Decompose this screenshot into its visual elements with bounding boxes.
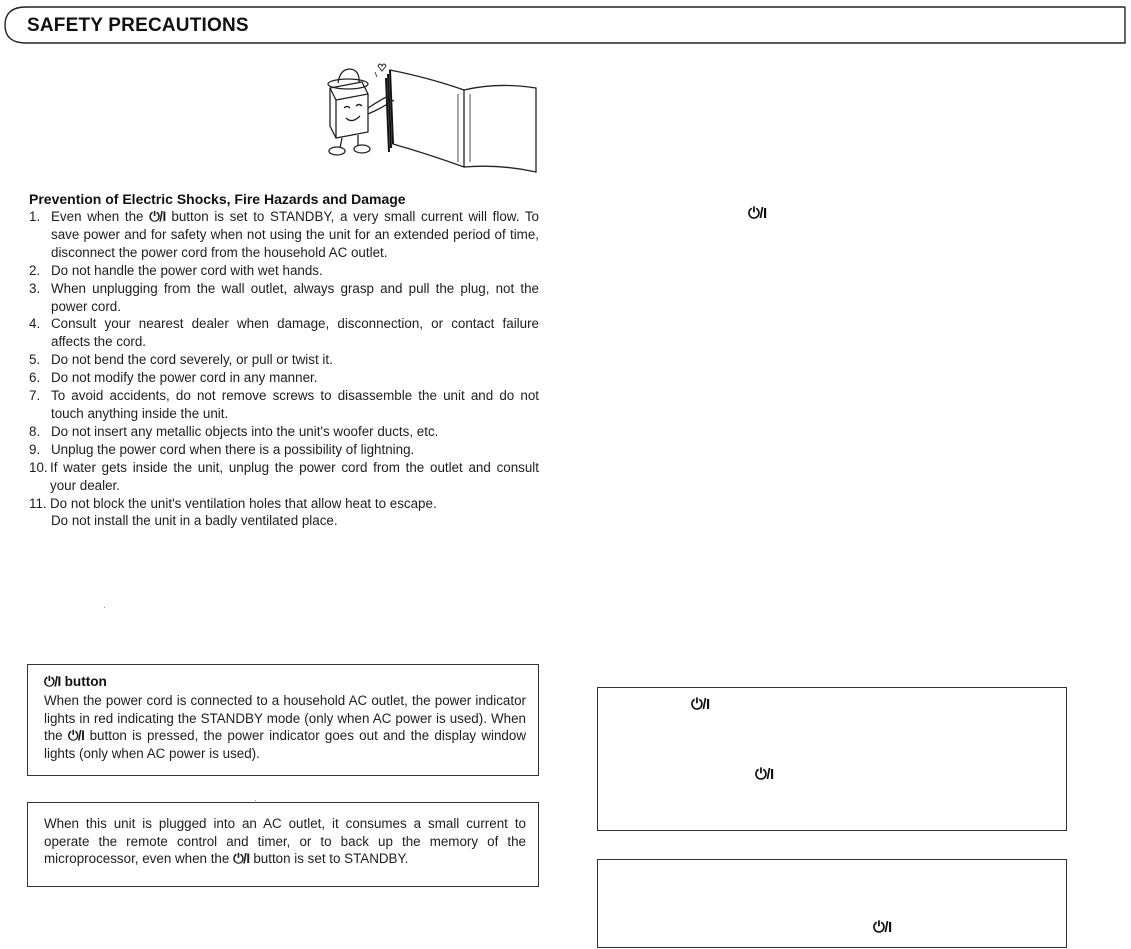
item-text: Do not handle the power cord with wet hands. [51,262,323,278]
item-number: 2. [29,262,41,278]
box-text-after: button is set to STANDBY. [249,851,409,867]
item-text: Do not bend the cord severely, or pull or twist it. [51,352,333,368]
precaution-item-10 [29,459,539,495]
item-number: 8. [29,423,41,439]
item-number: 1. [29,209,41,224]
box-text [44,692,526,762]
power-button-icon: ⏻/I [755,766,774,783]
item-text: When unplugging from the wall outlet, always grasp and pull the plug, not the power cord. [51,280,539,314]
item-text: Consult your nearest dealer when damage, disconnection, or contact failure affects the cord. [51,316,539,350]
power-button-icon: ⏻/I [873,919,892,936]
item-text: Do not block the unit's ventilation holes that allow heat to escape. [50,495,437,511]
item-number: 10. [29,459,48,475]
box-title [44,674,107,690]
power-button-icon: ⏻/I [748,205,767,222]
precaution-item-4 [29,315,539,351]
power-button-icon: ⏻/I [44,674,61,689]
item-number: 11. [29,495,47,511]
precaution-item-3 [29,280,539,316]
item-text: Unplug the power cord when there is a possibility of lightning. [51,441,415,457]
power-button-icon: ⏻/I [149,209,166,224]
right-info-box-1 [597,687,1067,831]
standby-current-box [27,802,539,887]
power-button-info-box [27,664,539,776]
precaution-item-2 [29,262,539,280]
item-number: 3. [29,280,41,296]
power-button-icon: ⏻/I [233,851,250,867]
item-text: If water gets inside the unit, unplug the power cord from the outlet and consult your dealer. [50,459,539,493]
precaution-item-8 [29,423,539,441]
precaution-item-9 [29,441,539,459]
precaution-item-6 [29,369,539,387]
precaution-item-1 [29,208,539,262]
page-title: SAFETY PRECAUTIONS [27,15,249,36]
box-title-text: button [60,674,107,689]
item-number: 5. [29,352,41,368]
mascot-with-open-book-icon [318,54,548,184]
box-text-before: When the power cord is connected to a household AC outlet, the power indicator lights in red indicating the STANDBY mode (only when AC power is used). When the [44,693,526,744]
item-number: 6. [29,370,41,386]
item-number: 4. [29,316,41,332]
item-text: To avoid accidents, do not remove screws to disassemble the unit and do not touch anything inside the unit. [51,388,539,421]
item-text [51,208,539,262]
precaution-item-11-extra: Do not install the unit in a badly ventilated place. [51,513,338,529]
scan-speck [255,800,256,801]
item-text: Do not modify the power cord in any manner. [51,370,318,386]
scan-speck [104,607,105,608]
section-heading: Prevention of Electric Shocks, Fire Hazards and Damage [29,191,406,207]
right-info-box-2 [597,859,1067,948]
precaution-list [29,208,539,530]
precaution-item-11 [29,495,539,513]
item-number: 7. [29,388,41,404]
precaution-item-5 [29,351,539,369]
item-number: 9. [29,441,41,457]
item-text-after: button is set to STANDBY, a very small current will flow. To save power and for safety when not using the unit for an extended period of time, disconnect the power cord from the household AC outlet. [51,209,539,260]
power-button-icon: ⏻/I [67,728,85,744]
box-text-after: button is pressed, the power indicator goes out and the display window lights (only when AC power is used). [44,728,526,761]
item-text-before: Even when the [51,209,150,224]
box-text-before: When this unit is plugged into an AC outlet, it consumes a small current to operate the remote control and timer, or to back up the memory of the microprocessor, even when the [44,816,526,867]
precaution-item-7 [29,387,539,423]
box-text [44,815,526,868]
item-text: Do not insert any metallic objects into the unit's woofer ducts, etc. [51,423,439,439]
power-button-icon: ⏻/I [691,696,710,713]
